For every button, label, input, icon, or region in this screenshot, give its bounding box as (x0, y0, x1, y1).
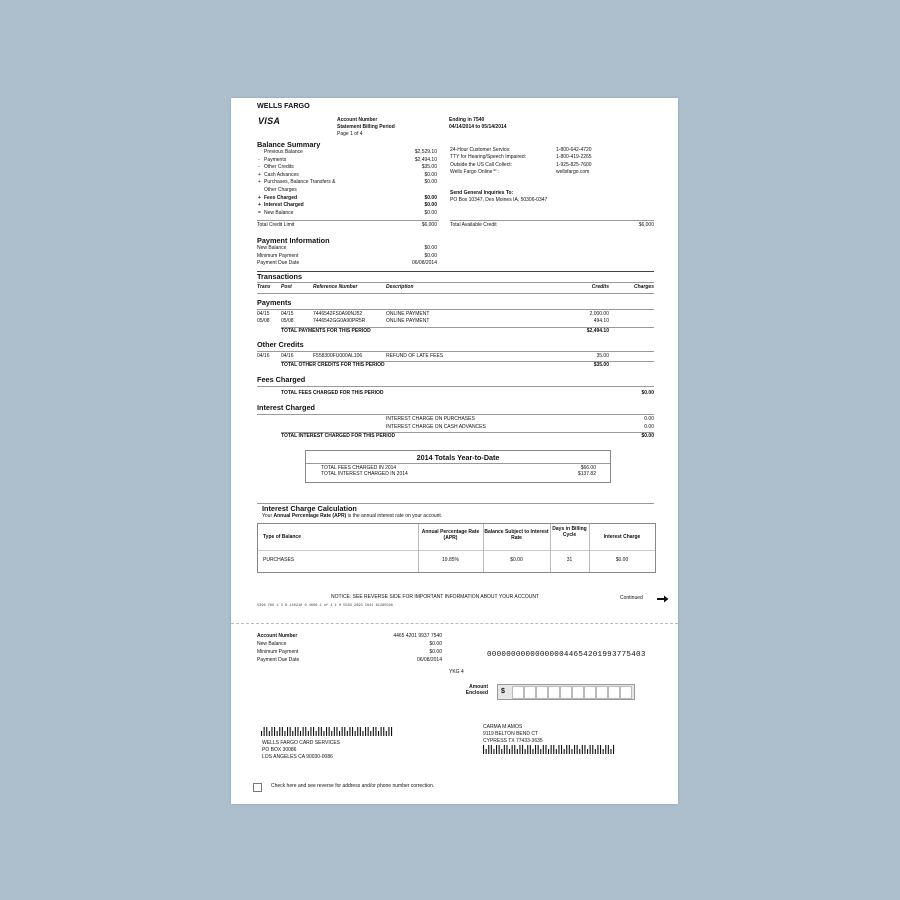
balance-sign: - (258, 156, 260, 163)
amount-enclosed-field[interactable] (497, 684, 635, 700)
remit-address-line: LOS ANGELES CA 90030-0086 (262, 754, 333, 760)
payment-info-label: Payment Due Date (257, 260, 300, 267)
contact-label: 24-Hour Customer Service: (450, 147, 511, 153)
amount-label-2: Enclosed (465, 690, 488, 696)
tx-post-date: 04/16 (281, 353, 294, 359)
col-reference: Reference Number (313, 284, 358, 290)
col-credits: Credits (591, 284, 609, 290)
interest-table-cell: $0.00 (615, 557, 629, 563)
other-credits-total-label: TOTAL OTHER CREDITS FOR THIS PERIOD (281, 362, 385, 368)
tx-description: ONLINE PAYMENT (386, 311, 430, 317)
account-ending: Ending in 7540 (449, 117, 485, 123)
tx-credit: 2,000.00 (589, 311, 609, 317)
payment-info-value: $0.00 (424, 245, 437, 251)
remit-barcode (261, 727, 396, 736)
tx-trans-date: 04/16 (257, 353, 270, 359)
payment-info-value: $0.00 (424, 252, 437, 259)
tx-reference: 7446542FS0A90NJ52 (313, 311, 363, 317)
balance-value: $0.00 (424, 179, 437, 186)
amount-digit-box[interactable] (560, 686, 572, 699)
interest-title: Interest Charged (257, 403, 315, 412)
coupon-label: Minimum Payment (257, 649, 299, 655)
dollar-sign: $ (501, 688, 505, 695)
payments-title: Payments (257, 298, 292, 307)
tx-trans-date: 05/08 (257, 318, 270, 325)
balance-value: $2,494.10 (414, 156, 437, 163)
address-correction-checkbox[interactable] (253, 783, 262, 792)
contact-value: 1-800-642-4720 (556, 147, 592, 153)
interest-table-header: Interest Charge (603, 534, 641, 540)
payment-info-value: 06/08/2014 (411, 260, 437, 267)
statement-page (231, 98, 678, 804)
coupon-value: $0.00 (429, 649, 442, 655)
scanline: 000000000000000044654201993775403 (487, 651, 646, 659)
balance-sign: + (258, 171, 261, 178)
balance-sign: + (258, 179, 261, 186)
balance-label: Other Charges (264, 187, 297, 193)
interest-table-cell: PURCHASES (263, 557, 295, 563)
interest-calc-title: Interest Charge Calculation (262, 504, 357, 513)
amount-digit-box[interactable] (512, 686, 524, 699)
payment-info-label: Minimum Payment (257, 252, 299, 259)
fees-total-label: TOTAL FEES CHARGED FOR THIS PERIOD (281, 390, 384, 396)
page-number: Page 1 of 4 (337, 131, 363, 137)
tx-reference: 7446542GG0A90PR5R (313, 318, 366, 325)
amount-digit-box[interactable] (608, 686, 620, 699)
fees-title: Fees Charged (257, 375, 306, 384)
customer-address-line: 9119 BELTON BEND CT (483, 731, 539, 737)
amount-digit-box[interactable] (524, 686, 536, 699)
amount-digit-box[interactable] (620, 686, 632, 699)
payments-total: $2,494.10 (586, 328, 609, 334)
balance-value: $0.00 (424, 194, 437, 201)
interest-value: 0.00 (644, 416, 654, 422)
balance-label: Other Credits (264, 164, 294, 171)
balance-sign: = (258, 209, 261, 216)
tx-description: ONLINE PAYMENT (386, 318, 430, 325)
amount-digit-box[interactable] (596, 686, 608, 699)
interest-value: 0.00 (644, 423, 654, 430)
coupon-label: Account Number (257, 633, 298, 639)
balance-summary-title: Balance Summary (257, 140, 321, 149)
available-credit-value: $6,000 (638, 222, 654, 228)
balance-label: Payments (264, 156, 287, 163)
balance-label: Interest Charged (264, 202, 304, 209)
bank-name: WELLS FARGO (257, 101, 310, 110)
interest-calc-table (257, 523, 656, 573)
available-credit-label: Total Available Credit (450, 222, 497, 228)
coupon-value: $0.00 (429, 641, 442, 647)
ytd-value: $66.00 (580, 465, 596, 471)
balance-label: Previous Balance (264, 149, 303, 155)
ytd-label: TOTAL FEES CHARGED IN 2014 (321, 465, 397, 471)
col-post: Post (281, 284, 292, 290)
balance-label: New Balance (264, 209, 294, 216)
contact-label: Outside the US Call Collect: (450, 161, 512, 168)
continued-arrow-icon (657, 595, 669, 603)
balance-value: $0.00 (424, 209, 437, 216)
ykg-code: YKG 4 (449, 669, 464, 675)
balance-sign: + (258, 202, 261, 209)
contact-label: Wells Fargo Online℠: (450, 169, 499, 176)
address-correction-text: Check here and see reverse for address and/or phone number correction. (271, 783, 435, 789)
interest-table-header: Days in Billing Cycle (552, 526, 587, 539)
customer-barcode (483, 745, 618, 754)
interest-table-cell: $0.00 (510, 557, 523, 563)
amount-digit-box[interactable] (584, 686, 596, 699)
contact-value: 1-925-825-7600 (556, 161, 592, 168)
balance-value: $35.00 (421, 164, 437, 171)
interest-desc: INTEREST CHARGE ON CASH ADVANCES (386, 423, 486, 430)
other-credits-total: $35.00 (593, 362, 609, 368)
tx-description: REFUND OF LATE FEES (386, 353, 444, 359)
balance-label: Purchases, Balance Transfers & (264, 179, 336, 186)
contact-value: wellsfargo.com (556, 169, 590, 176)
transactions-title: Transactions (257, 272, 303, 281)
billing-period-label: Statement Billing Period (337, 124, 395, 130)
remit-address-line: WELLS FARGO CARD SERVICES (262, 740, 340, 746)
customer-address-line: CYPRESS TX 77433-3635 (483, 738, 543, 744)
interest-total: $0.00 (641, 433, 654, 439)
col-trans: Trans (257, 284, 271, 290)
balance-value: $0.00 (424, 171, 437, 178)
col-charges: Charges (633, 284, 654, 290)
fees-total: $0.00 (641, 390, 654, 396)
payment-info-label: New Balance (257, 245, 287, 251)
coupon-label: New Balance (257, 641, 287, 647)
other-credits-title: Other Credits (257, 340, 304, 349)
coupon-value: 06/08/2014 (416, 657, 442, 663)
interest-calc-subtitle: Your Annual Percentage Rate (APR) is the annual interest rate on your account. (262, 513, 443, 519)
payments-total-label: TOTAL PAYMENTS FOR THIS PERIOD (281, 328, 371, 334)
continued-label: Continued (620, 595, 643, 601)
code-line: 5396 YKG 1 3 N 140218 0 4606 1 of 4 1 0 5563 2693 C641 61285596 (257, 604, 393, 608)
coupon-label: Payment Due Date (257, 657, 300, 663)
interest-table-header: Annual Percentage Rate (APR) (421, 529, 480, 542)
balance-value: $0.00 (424, 202, 437, 209)
notice-text: NOTICE: SEE REVERSE SIDE FOR IMPORTANT INFORMATION ABOUT YOUR ACCOUNT (331, 594, 540, 600)
balance-value: $2,529.10 (414, 149, 437, 155)
balance-sign: - (258, 164, 260, 171)
balance-sign: + (258, 194, 261, 201)
contact-value: 1-800-419-2265 (556, 154, 592, 161)
billing-period: 04/14/2014 to 05/14/2014 (449, 124, 507, 130)
amount-digit-box[interactable] (536, 686, 548, 699)
payment-info-title: Payment Information (257, 236, 330, 245)
tx-post-date: 05/08 (281, 318, 294, 325)
credit-limit-label: Total Credit Limit (257, 222, 295, 228)
visa-logo: VISA (258, 116, 281, 126)
interest-table-cell: 31 (566, 557, 573, 563)
interest-total-label: TOTAL INTEREST CHARGED FOR THIS PERIOD (281, 433, 396, 439)
interest-table-cell: 19.85% (442, 557, 459, 563)
balance-label: Cash Advances (264, 171, 299, 178)
balance-label: Fees Charged (264, 194, 298, 201)
amount-digit-box[interactable] (548, 686, 560, 699)
coupon-value: 4465 4201 9937 7540 (393, 633, 442, 639)
ytd-value: $137.82 (577, 471, 596, 478)
tx-credit: 494.10 (593, 318, 609, 325)
account-number-label: Account Number (337, 117, 378, 123)
amount-digit-box[interactable] (572, 686, 584, 699)
tx-trans-date: 04/15 (257, 311, 270, 317)
interest-desc: INTEREST CHARGE ON PURCHASES (386, 416, 475, 422)
inquiries-address: PO Box 10347, Des Moines IA, 50306-0347 (450, 197, 548, 203)
tx-reference: F558300FU000AL106 (313, 353, 363, 359)
credit-limit-value: $6,000 (421, 222, 437, 228)
inquiries-label: Send General Inquiries To: (450, 190, 514, 196)
tx-credit: 35.00 (596, 353, 609, 359)
amount-label-1: Amount (469, 684, 488, 690)
interest-table-header: Type of Balance (263, 534, 301, 540)
interest-table-header: Balance Subject to Interest Rate (484, 529, 549, 542)
ytd-label: TOTAL INTEREST CHARGED IN 2014 (321, 471, 408, 478)
contact-label: TTY for Hearing/Speech Impaired: (450, 154, 527, 161)
ytd-box (305, 450, 611, 483)
remit-address-line: PO BOX 30086 (262, 747, 297, 753)
col-description: Description (386, 284, 414, 290)
tx-post-date: 04/15 (281, 311, 294, 317)
customer-address-line: CARMA M AMOS (483, 724, 523, 730)
ytd-title: 2014 Totals Year-to-Date (416, 453, 500, 462)
